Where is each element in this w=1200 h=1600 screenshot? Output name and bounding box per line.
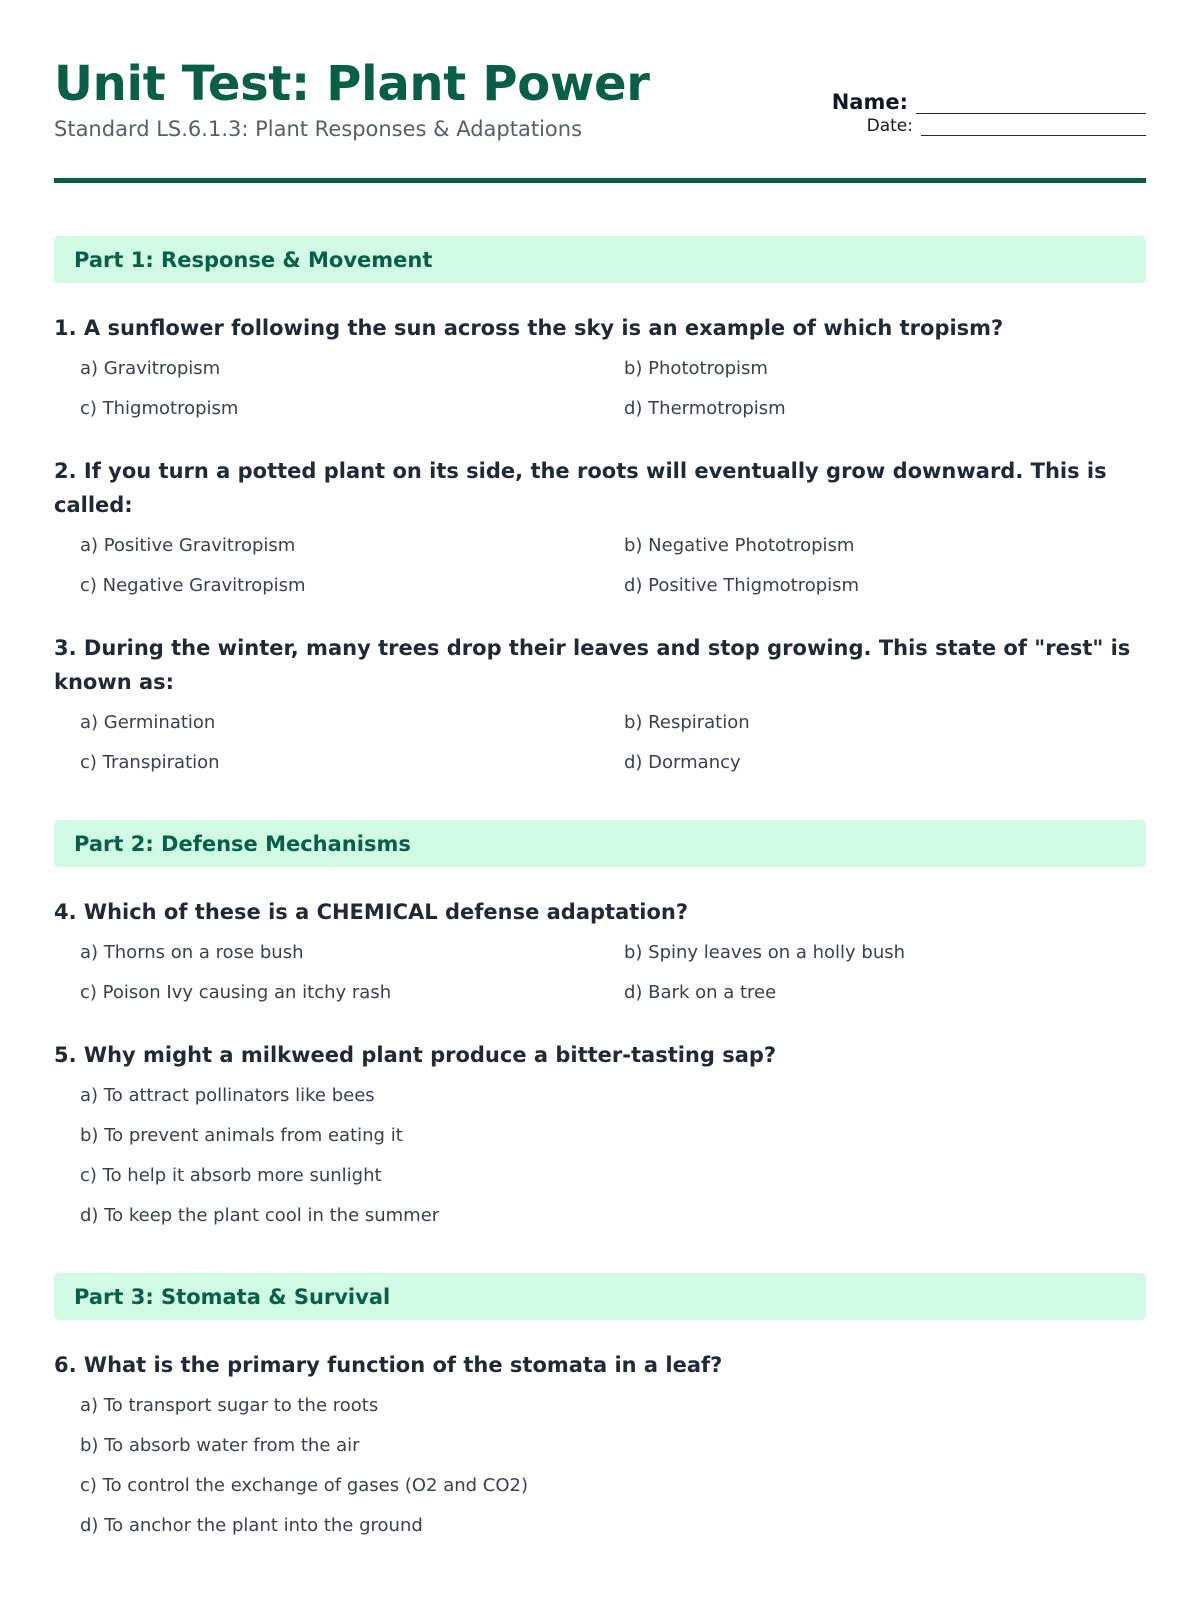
option-b[interactable]: b) Spiny leaves on a holly bush (624, 942, 906, 963)
question-6 (54, 1348, 1146, 1543)
question-text: 2. If you turn a potted plant on its side, the roots will eventually grow downward. This is called: (54, 459, 1107, 517)
student-info-fields (832, 90, 1146, 136)
option-c[interactable]: c) To control the exchange of gases (O2 and CO2) (80, 1475, 528, 1496)
question-5 (54, 1038, 1146, 1233)
option-a[interactable]: a) Positive Gravitropism (80, 535, 296, 556)
question-text: 3. During the winter, many trees drop their leaves and stop growing. This state of "rest" is known as: (54, 636, 1131, 694)
option-a[interactable]: a) Germination (80, 712, 216, 733)
option-b[interactable]: b) Negative Phototropism (624, 535, 855, 556)
option-d[interactable]: d) Dormancy (624, 752, 741, 773)
option-c[interactable]: c) To help it absorb more sunlight (80, 1165, 382, 1186)
answer-options (54, 935, 1146, 1010)
standard-subtitle: Standard LS.6.1.3: Plant Responses & Adaptations (54, 117, 583, 141)
option-b[interactable]: b) To prevent animals from eating it (80, 1125, 403, 1146)
date-blank[interactable] (921, 119, 1146, 136)
option-a[interactable]: a) Thorns on a rose bush (80, 942, 304, 963)
question-text: 6. What is the primary function of the stomata in a leaf? (54, 1353, 723, 1377)
answer-options (54, 1388, 1146, 1543)
option-a[interactable]: a) To attract pollinators like bees (80, 1085, 375, 1106)
part-1-banner: Part 1: Response & Movement (54, 236, 1146, 283)
answer-options (54, 351, 1146, 426)
question-text: 5. Why might a milkweed plant produce a bitter-tasting sap? (54, 1043, 777, 1067)
name-field (832, 90, 1146, 114)
question-3 (54, 631, 1146, 780)
option-b[interactable]: b) Respiration (624, 712, 750, 733)
option-d[interactable]: d) Thermotropism (624, 398, 786, 419)
answer-options (54, 705, 1146, 780)
date-field (832, 116, 1146, 136)
page-title: Unit Test: Plant Power (54, 56, 650, 112)
option-d[interactable]: d) To keep the plant cool in the summer (80, 1205, 440, 1226)
option-a[interactable]: a) Gravitropism (80, 358, 221, 379)
name-blank[interactable] (916, 93, 1146, 114)
option-d[interactable]: d) Bark on a tree (624, 982, 777, 1003)
option-c[interactable]: c) Negative Gravitropism (80, 575, 306, 596)
option-b[interactable]: b) To absorb water from the air (80, 1435, 360, 1456)
option-a[interactable]: a) To transport sugar to the roots (80, 1395, 379, 1416)
answer-options (54, 528, 1146, 603)
question-1 (54, 311, 1146, 426)
date-label: Date: (866, 116, 913, 136)
option-c[interactable]: c) Thigmotropism (80, 398, 239, 419)
name-label: Name: (831, 90, 908, 114)
option-d[interactable]: d) Positive Thigmotropism (624, 575, 860, 596)
question-text: 4. Which of these is a CHEMICAL defense adaptation? (54, 900, 689, 924)
part-2-banner: Part 2: Defense Mechanisms (54, 820, 1146, 867)
option-b[interactable]: b) Phototropism (624, 358, 768, 379)
option-c[interactable]: c) Transpiration (80, 752, 220, 773)
option-d[interactable]: d) To anchor the plant into the ground (80, 1515, 423, 1536)
option-c[interactable]: c) Poison Ivy causing an itchy rash (80, 982, 392, 1003)
answer-options (54, 1078, 1146, 1233)
test-header (54, 0, 1146, 183)
question-4 (54, 895, 1146, 1010)
question-text: 1. A sunflower following the sun across the sky is an example of which tropism? (54, 316, 1004, 340)
part-3-banner: Part 3: Stomata & Survival (54, 1273, 1146, 1320)
question-2 (54, 454, 1146, 603)
